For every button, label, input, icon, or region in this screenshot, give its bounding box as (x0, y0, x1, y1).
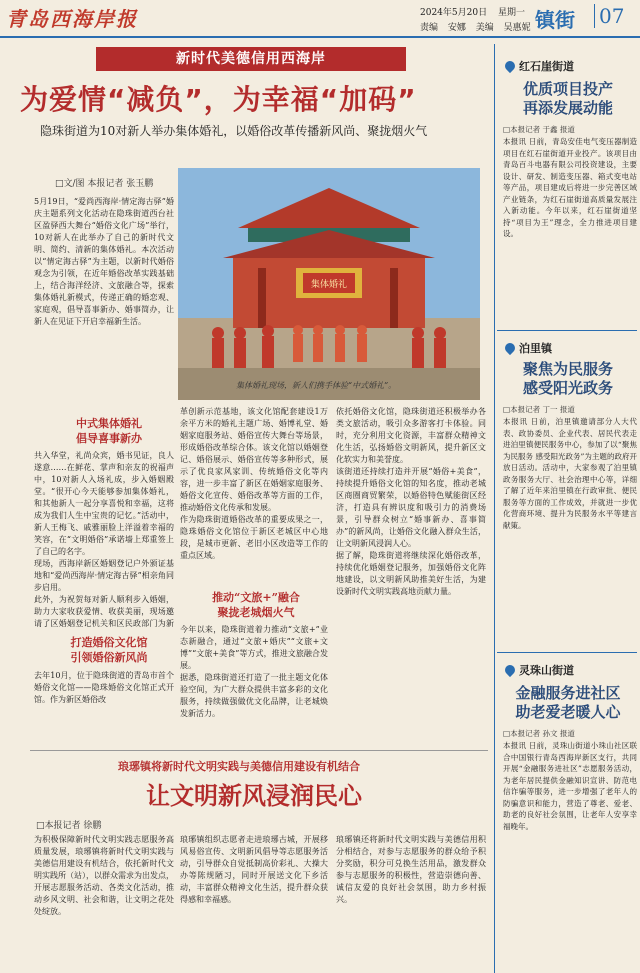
col1-body2: 去年10月，位于隐珠街道的青岛市首个婚俗文化馆——隐珠婚俗文化馆正式开馆。作为新区婚俗改 (34, 671, 174, 704)
col1-subhead: 中式集体婚礼 倡导喜事新办 (76, 417, 142, 445)
lower-byline: □本报记者 徐鹏 (36, 821, 102, 831)
sidebar-tag-2 (505, 340, 552, 356)
sidebar-tag-3 (505, 662, 574, 678)
sidebar-body-2: 本报讯 日前，泊里镇邀请部分人大代表、政协委员、企业代表、居民代表走进泊里镇便民服务中心，参加了以“聚焦为民服务 感受阳光政务”为主题的政府开放日活动。活动中，大家参观了泊里镇政务服务大厅、社会治理中心等，详细了解了近年来泊里镇在行政审批、便民服务等方面的工作成效，并就进一步优化营商环境、提升为民服务水平等建言献策。 (503, 417, 637, 530)
location-pin-icon (503, 663, 517, 677)
main-intro: 5月19日，“爱尚西海岸·情定海古驿”婚庆主题系列文化活动在隐珠街道西台社区盈驿西大舞台“婚俗文化广场”举行，10对新人在此举办了自己的新时代文明、简约、清新的集体婚礼。本次活动以“情定海古驿”为主题，以新时代婚俗观念为引领，在近年婚俗改革实践基础上，结合海洋经济、文旅融合等，探索集体婚礼新模式，传递正确的婚恋观、家庭观，倡导喜事新办、婚事简办，让新人在见证下开启幸福新生活。 (34, 197, 174, 326)
sidebar-rule-2 (497, 652, 637, 653)
photo-caption: 集体婚礼现场，新人们携手体验“中式婚礼”。 (236, 381, 397, 390)
wedding-photo-illustration (178, 168, 480, 400)
main-byline: □文/图 本报记者 张玉鹏 (55, 179, 154, 189)
main-kicker: 新时代美德信用西海岸 (96, 47, 406, 71)
location-pin-icon (503, 59, 517, 73)
date: 2024年5月20日 (420, 8, 488, 18)
proof-label: 美编 (475, 23, 494, 33)
col3-body: 依托婚俗文化馆，隐珠街道还积极举办各类文旅活动，吸引众多游客打卡体验。同时，充分利用文化资源，丰富群众精神文化生活，弘扬婚俗文明新风，提升新区文化软实力和美誉度。 该街道还持续打造并开展“婚俗+美食”，持续提升婚俗文化馆的知名度，推动老城区商圈商贸繁荣，以婚俗特色赋能街区经济，打造具有辨识度和吸引力的消费场景，引导群众树立“婚事新办、喜事简办”的新风尚，让婚俗文化融入群众生活，让文明新风浸润人心。 据了解，隐珠街道将继续深化婚俗改革，持续优化婚姻登记服务，加强婚俗文化阵地建设，以文明新风助推美好生活，为建设新时代文明实践高地贡献力量。 (336, 407, 486, 596)
sidebar-headline-3: 金融服务进社区 助老爱老暖人心 (515, 684, 621, 721)
col1-subhead2: 打造婚俗文化馆 引领婚俗新风尚 (70, 636, 148, 664)
lower-headline: 让文明新风浸润民心 (146, 782, 362, 810)
sidebar-byline-3: □本报记者 孙文 报道 (503, 729, 575, 738)
col2-body: 革创新示范基地，该文化馆配套建设1万余平方米的婚礼主题广场、婚博礼堂、婚姻家庭服务站、婚俗宣传大舞台等场景，形成婚俗改革综合体。该文化馆以婚姻登记、婚俗展示、婚俗宣传等多种形式，展示了优良家风家训、传统婚俗文化等内容，进一步丰富了新区在婚姻家庭服务、婚俗文化宣传、婚俗改革等方面的工作，推动婚俗文化传承和发展。 作为隐珠街道婚俗改革的重要成果之一，隐珠婚俗文化馆位于新区老城区中心地段，是城市更新、老旧小区改造等工作的重点区域。 (180, 407, 328, 560)
proof-name: 吴惠妮 (503, 23, 531, 33)
sidebar-tag-1 (505, 58, 574, 74)
col2-body2: 今年以来，隐珠街道着力推动“文旅+”业态新融合，通过“文旅+婚庆”“文旅+文博”“文旅+美食”等方式，推进文旅融合发展。 据悉，隐珠街道还打造了一批主题文化体验空间，为广大群众提供丰富多彩的文化服务，持续做强做优文化品牌，让老城焕发新活力。 (180, 625, 328, 718)
masthead (0, 0, 640, 38)
sidebar-byline-1: □本报记者 于鑫 报道 (503, 125, 575, 134)
sidebar-town-1: 红石崖街道 (519, 60, 574, 73)
weekday: 星期一 (497, 8, 525, 18)
sidebar-town-2: 泊里镇 (519, 342, 552, 355)
sidebar-body-1: 本报讯 日前，青岛安佳电气变压器制造项目在红石崖街道开业投产。该项目由青岛百斗电器有限公司投资建设，主要设计、研发、制造变压器、箱式变电站等产品，项目建成后将进一步完善区域产业链条，为红石崖街道高质量发展注入新动能。今年以来，红石崖街道坚持“项目为王”理念，全力推进项目建设。 (503, 137, 637, 238)
lower-kicker: 琅琊镇将新时代文明实践与美德信用建设有机结合 (118, 760, 360, 773)
photo-sign: 集体婚礼 (310, 280, 348, 290)
page-number: 07 (594, 4, 624, 28)
editor-label: 责编 (420, 23, 439, 33)
sidebar-rule-1 (497, 330, 637, 331)
story-divider (30, 750, 488, 751)
main-subhead: 隐珠街道为10对新人举办集体婚礼，以婚俗改革传播新风尚、聚拢烟火气 (40, 124, 428, 138)
sidebar-headline-1: 优质项目投产 再添发展动能 (522, 80, 613, 117)
sidebar-headline-2: 聚焦为民服务 感受阳光政务 (522, 360, 613, 397)
sidebar-byline-2: □本报记者 丁一 报道 (503, 405, 575, 414)
lower-col2: 琅琊镇组织志愿者走进琅琊古城，开展移风易俗宣传、文明新风倡导等志愿服务活动，引导群众自觉抵制高价彩礼、大操大办等陈规陋习，同时开展送文化下乡活动，丰富群众精神文化生活，提升群众获得感和幸福感。 (180, 835, 328, 904)
section-name: 镇街 (535, 8, 575, 32)
sidebar (494, 44, 640, 973)
lower-col3: 琅琊镇还将新时代文明实践与美德信用积分相结合，对参与志愿服务的群众给予积分奖励，积分可兑换生活用品，激发群众参与志愿服务的积极性，营造崇德向善、诚信友爱的良好社会氛围，助力乡村振兴。 (336, 835, 486, 904)
credits-line (420, 20, 538, 33)
sidebar-body-3: 本报讯 日前，灵珠山街道小珠山社区联合中国银行青岛西海岸新区支行，共同开展“金融服务进社区”志愿服务活动，为老年居民提供金融知识宣讲、防范电信诈骗等服务，进一步增强了老年人的防骗意识和能力，营造了尊老、爱老、助老的良好社会氛围，让老年人安享幸福晚年。 (503, 741, 637, 831)
col1-body: 共入华堂，礼尚众宾，婚书见证，良人遂意……在鲜花、掌声和亲友的祝福声中，10对新人入场礼成，步入婚姻殿堂。“很开心今天能够参加集体婚礼，和其他新人一起分享喜悦和幸福，这将成为我们人生中宝贵的记忆。”活动中，新人王梅飞、戚雅丽脸上洋溢着幸福的笑容，在“文明婚俗”承诺墙上郑重签上了自己的名字。 现场，西海岸新区婚姻登记户外颁证基地和“爱尚西海岸·情定海古驿”相亲角同步启用。 此外，为祝贺每对新人顺利步入婚姻，助力大家收获爱情、收获美丽，现场邀请了区婚姻登记机关和区民政部门为新 (34, 451, 174, 628)
sidebar-town-3: 灵珠山街道 (519, 664, 574, 677)
main-headline: 为爱情“减负”，为幸福“加码” (20, 83, 417, 116)
location-pin-icon (503, 341, 517, 355)
designer-name: 安娜 (447, 23, 466, 33)
wedding-photo (178, 168, 480, 400)
col2-subhead: 推动“文旅+”融合 聚拢老城烟火气 (212, 591, 300, 619)
date-line (420, 5, 533, 18)
lower-col1: 为积极保障新时代文明实践志愿服务高质量发展，琅琊镇将新时代文明实践与美德信用建设有机结合，依托新时代文明实践所（站），以群众需求为出发点，开展志愿服务活动、各类文化活动，推动乡风文明、社会和谐，让文明之花处处绽放。 (34, 835, 174, 916)
paper-name: 青岛西海岸报 (6, 7, 138, 31)
